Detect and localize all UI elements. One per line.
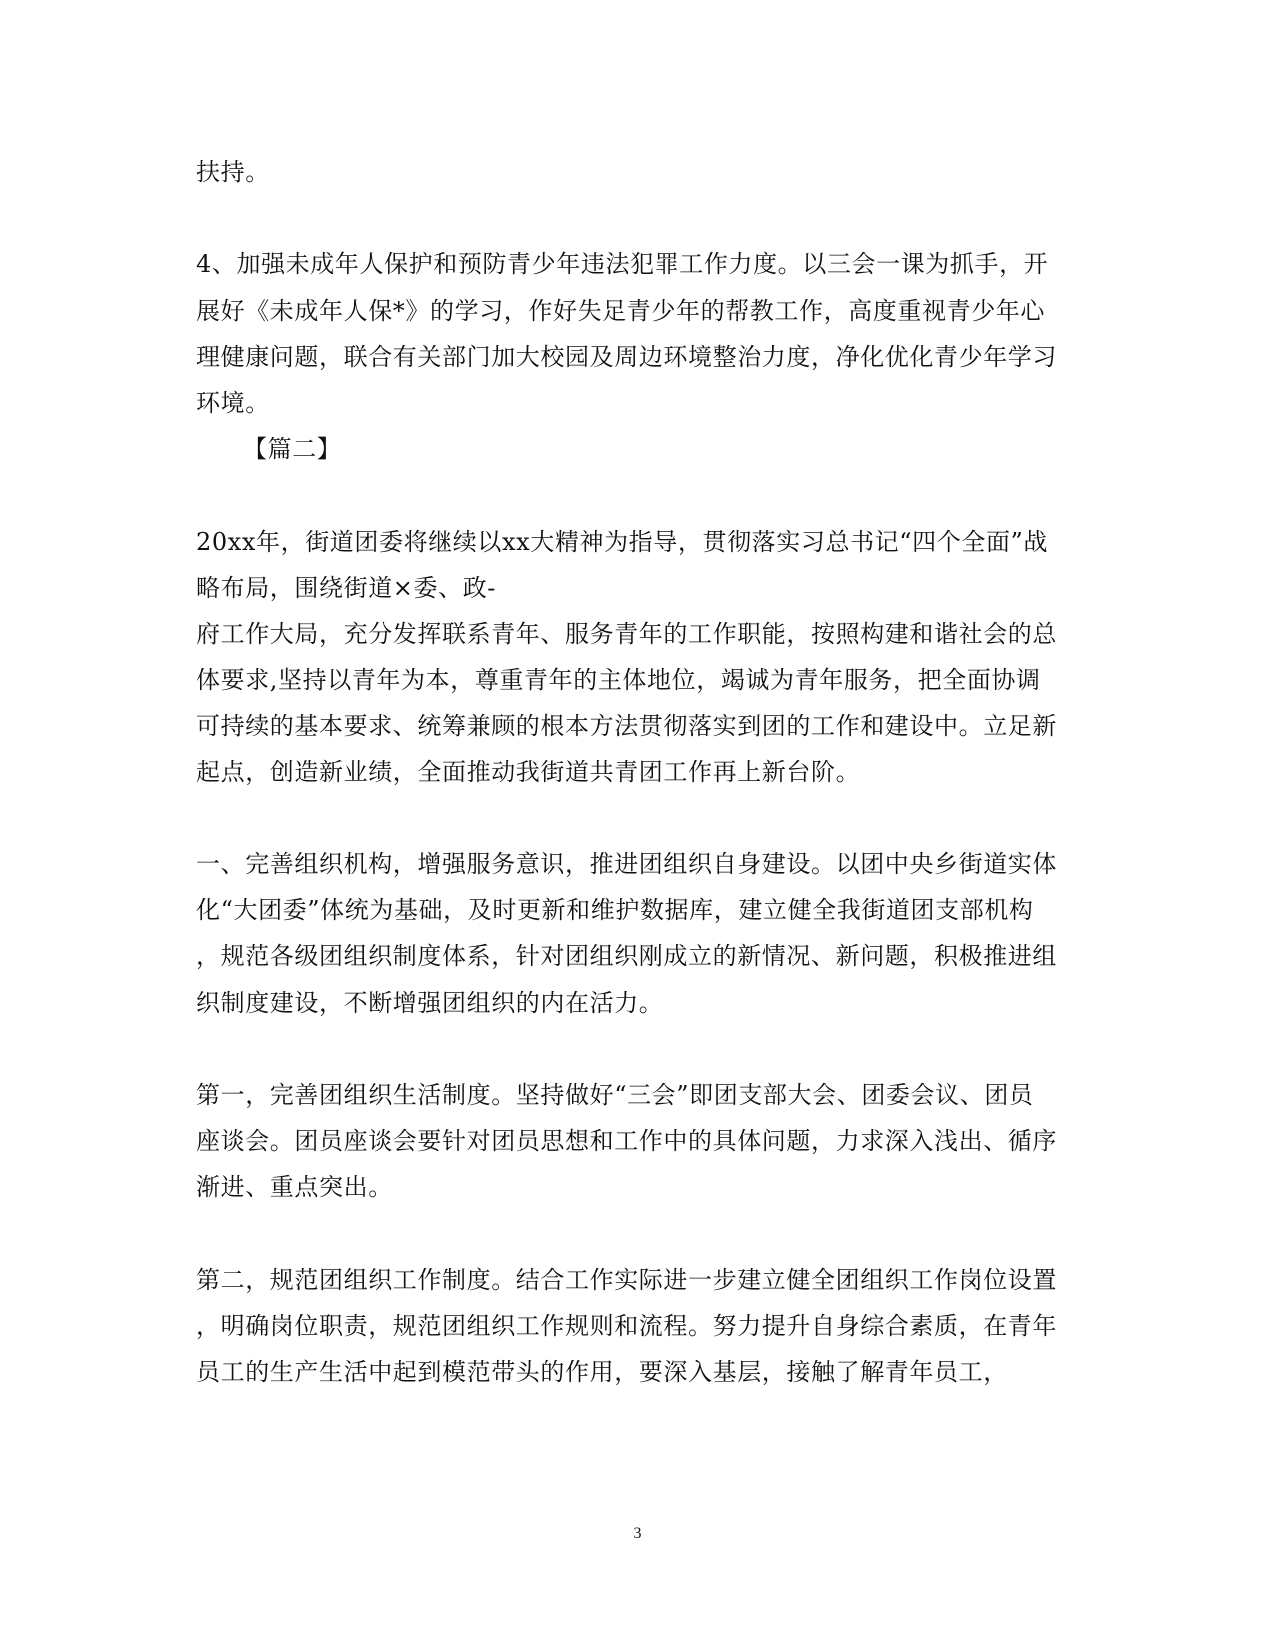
text-line: 渐进、重点突出。: [196, 1173, 393, 1201]
text-line: 化“大团委”体统为基础，及时更新和维护数据库，建立健全我街道团支部机构: [196, 896, 1034, 924]
text-line: 第二，规范团组织工作制度。结合工作实际进一步建立健全团组织工作岗位设置: [196, 1266, 1057, 1294]
section-heading: 【篇二】: [243, 435, 342, 463]
text-line: 座谈会。团员座谈会要针对团员思想和工作中的具体问题，力求深入浅出、循序: [196, 1127, 1057, 1155]
text-line: ，明确岗位职责，规范团组织工作规则和流程。努力提升自身综合素质，在青年: [196, 1312, 1057, 1340]
text-line: 织制度建设，不断增强团组织的内在活力。: [196, 989, 664, 1017]
text-line: 理健康问题，联合有关部门加大校园及周边环境整治力度，净化优化青少年学习: [196, 343, 1057, 371]
page-number: 3: [633, 1525, 642, 1542]
text-line: 起点，创造新业绩，全面推动我街道共青团工作再上新台阶。: [196, 758, 861, 786]
text-line: 体要求,坚持以青年为本，尊重青年的主体地位，竭诚为青年服务，把全面协调: [196, 666, 1041, 694]
text-line: ，规范各级团组织制度体系，针对团组织刚成立的新情况、新问题，积极推进组: [196, 942, 1057, 970]
text-line: 4、加强未成年人保护和预防青少年违法犯罪工作力度。以三会一课为抓手，开: [196, 250, 1049, 278]
text-line: 环境。: [196, 389, 270, 417]
text-line: 20xx年，街道团委将继续以xx大精神为指导，贯彻落实习总书记“四个全面”战: [196, 528, 1049, 556]
text-line: 扶持。: [196, 158, 270, 186]
text-line: 第一，完善团组织生活制度。坚持做好“三会”即团支部大会、团委会议、团员: [196, 1081, 1034, 1109]
text-line: 员工的生产生活中起到模范带头的作用，要深入基层，接触了解青年员工，: [196, 1358, 1008, 1386]
text-line: 府工作大局，充分发挥联系青年、服务青年的工作职能，按照构建和谐社会的总: [196, 620, 1057, 648]
text-line: 展好《未成年人保*》的学习，作好失足青少年的帮教工作，高度重视青少年心: [196, 297, 1045, 325]
text-line: 一、完善组织机构，增强服务意识，推进团组织自身建设。以团中央乡街道实体: [196, 850, 1057, 878]
text-line: 可持续的基本要求、统筹兼顾的根本方法贯彻落实到团的工作和建设中。立足新: [196, 712, 1057, 740]
text-line: 略布局，围绕街道×委、政-: [196, 574, 497, 602]
